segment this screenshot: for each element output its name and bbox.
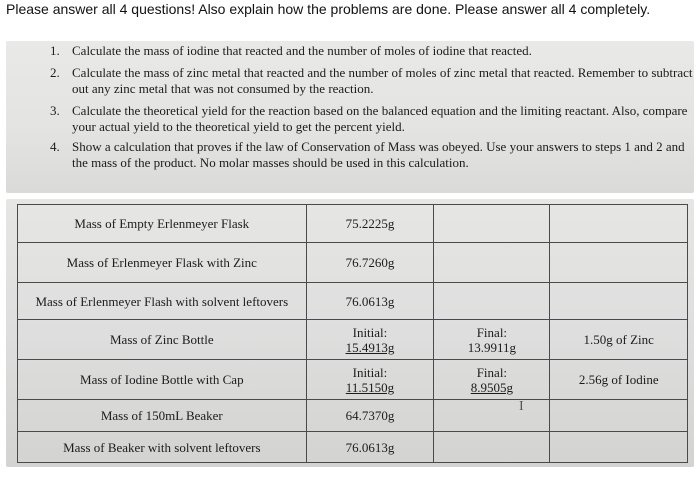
table-cell-label: Mass of Erlenmeyer Flask with Zinc	[18, 243, 307, 283]
table-cell-empty	[550, 283, 688, 320]
final-label: Final:	[476, 364, 508, 380]
final-label: Final:	[476, 324, 508, 340]
table-cell-label: Mass of Beaker with solvent leftovers	[18, 432, 307, 463]
table-cell-empty	[434, 400, 550, 432]
question-item-text: Calculate the mass of iodine that reacted and the number of moles of iodine that reacted.	[72, 43, 532, 58]
table-cell-value: 76.7260g	[306, 243, 434, 283]
question-item-text: Calculate the mass of zinc metal that reacted and the number of moles of zinc metal that reacted. Remember to subtract out any zinc metal that was not consumed by the reaction.	[72, 65, 693, 96]
question-number: 2.	[50, 65, 60, 80]
list-item	[6, 43, 694, 59]
table-row	[18, 360, 688, 400]
list-item	[6, 103, 694, 135]
table-cell-empty	[434, 432, 550, 463]
table-row	[18, 432, 688, 463]
initial-value: 15.4913g	[345, 339, 395, 355]
question-list	[6, 43, 694, 173]
table-cell-empty	[550, 400, 688, 432]
question-text: Please answer all 4 questions! Also explain how the problems are done. Please answer all 4 completely.	[6, 1, 651, 17]
table-cell-value: 76.0613g	[306, 283, 434, 320]
table-cell-value: 76.0613g	[306, 432, 434, 463]
table-row	[18, 400, 688, 432]
initial-value: 11.5150g	[345, 379, 395, 395]
question-number: 4.	[50, 139, 60, 154]
question-item-text: Show a calculation that proves if the law of Conservation of Mass was obeyed. Use your answers to steps 1 and 2 and the mass of the product. No molar masses should be used in this calculation.	[72, 139, 685, 170]
initial-label: Initial:	[352, 324, 388, 340]
question-number: 1.	[50, 43, 60, 58]
question-item-text: Calculate the theoretical yield for the reaction based on the balanced equation and the limiting reactant. Also, compare your actual yield to the theoretical yield to get the percent yield.	[72, 103, 688, 134]
table-cell-empty	[550, 432, 688, 463]
table-cell-label: Mass of Erlenmeyer Flash with solvent leftovers	[18, 283, 307, 320]
table-cell-note: 2.56g of Iodine	[550, 360, 688, 400]
table-cell-label: Mass of 150mL Beaker	[18, 400, 307, 432]
table-cell-empty	[434, 283, 550, 320]
table-cell-final	[434, 360, 550, 400]
table-row	[18, 205, 688, 243]
table-row	[18, 243, 688, 283]
table-cell-label: Mass of Iodine Bottle with Cap	[18, 360, 307, 400]
table-row	[18, 283, 688, 320]
data-table	[17, 204, 688, 463]
table-cell-value: 75.2225g	[306, 205, 434, 243]
table-cell-empty	[434, 243, 550, 283]
table-cell-label: Mass of Empty Erlenmeyer Flask	[18, 205, 307, 243]
table-cell-empty	[434, 205, 550, 243]
final-value: 13.9911g	[467, 339, 517, 355]
text-cursor-icon: I	[519, 399, 524, 414]
table-cell-empty	[550, 205, 688, 243]
table-cell-final	[434, 320, 550, 360]
table-cell-label: Mass of Zinc Bottle	[18, 320, 307, 360]
table-cell-initial	[306, 360, 434, 400]
table-cell-initial	[306, 320, 434, 360]
list-item	[6, 139, 694, 171]
questions-image	[6, 41, 694, 193]
data-table-image	[6, 199, 694, 467]
table-row	[18, 320, 688, 360]
table-cell-note: 1.50g of Zinc	[550, 320, 688, 360]
final-value: 8.9505g	[470, 379, 513, 395]
table-cell-empty	[550, 243, 688, 283]
list-item	[6, 65, 694, 97]
table-cell-value: 64.7370g	[306, 400, 434, 432]
initial-label: Initial:	[352, 364, 388, 380]
question-number: 3.	[50, 103, 60, 118]
